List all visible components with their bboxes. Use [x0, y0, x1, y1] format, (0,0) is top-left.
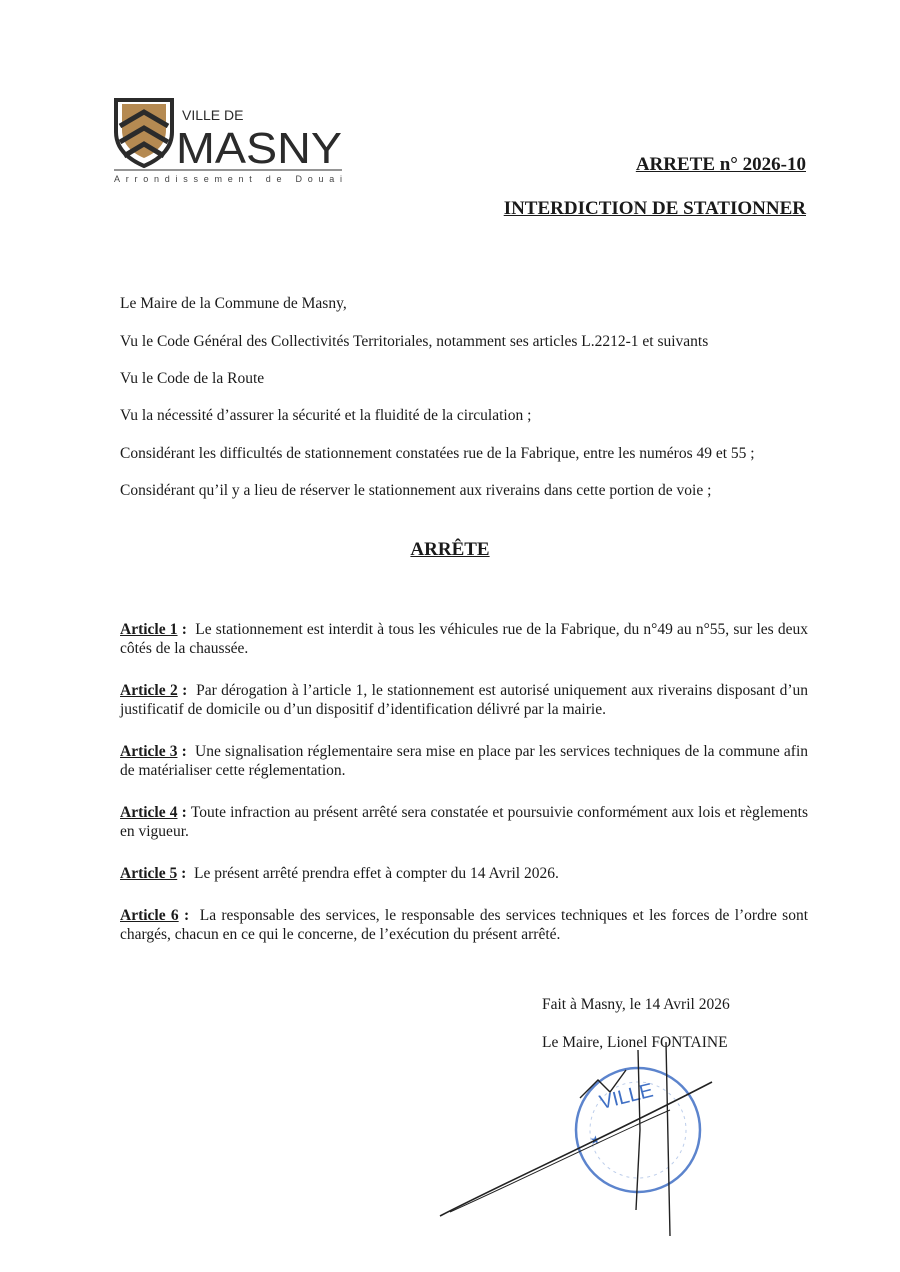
article-text: La responsable des services, le responsable des services techniques et les forces de l’ordre sont chargés, chacun en ce qui le concerne, de l’exécution du présent arrêté.	[120, 907, 809, 943]
article-label: Article 5	[120, 865, 178, 882]
preamble-line: Considérant qu’il y a lieu de réserver le stationnement aux riverains dans cette portion de voie ;	[120, 482, 712, 499]
preamble-line: Le Maire de la Commune de Masny,	[120, 295, 347, 312]
chevron-shield-icon	[114, 96, 346, 188]
article-label: Article 4	[120, 804, 178, 821]
article-text: Le présent arrêté prendra effet à compter du 14 Avril 2026.	[194, 865, 559, 882]
article-text: Une signalisation réglementaire sera mise en place par les services techniques de la commune afin de matérialiser cette réglementation.	[120, 743, 808, 779]
article-3: Article 3 : Une signalisation réglementaire sera mise en place par les services techniques de la commune afin de matérialiser cette réglementation.	[120, 743, 808, 779]
article-text: Le stationnement est interdit à tous les véhicules rue de la Fabrique, du n°49 au n°55, sur les deux côtés de la chaussée.	[120, 621, 809, 657]
decree-title: ARRÊTE	[410, 539, 490, 560]
place-date: Fait à Masny, le 14 Avril 2026	[542, 996, 730, 1013]
preamble-line: Vu le Code de la Route	[120, 370, 265, 387]
arrete-subject: INTERDICTION DE STATIONNER	[503, 198, 806, 219]
preamble-line: Vu le Code Général des Collectivités Territoriales, notamment ses articles L.2212-1 et suivants	[120, 333, 709, 350]
svg-text:★: ★	[590, 1133, 601, 1147]
official-stamp-icon	[430, 1040, 750, 1240]
article-label: Article 6	[120, 907, 179, 924]
article-1: Article 1 : Le stationnement est interdit à tous les véhicules rue de la Fabrique, du n°49 au n°55, sur les deux côtés de la chaussée.	[120, 621, 809, 657]
logo-tagline: Arrondissement de Douai	[114, 174, 343, 184]
article-5: Article 5 : Le présent arrêté prendra effet à compter du 14 Avril 2026.	[120, 865, 559, 882]
article-text: Toute infraction au présent arrêté sera constatée et poursuivie conformément aux lois et règlements en vigueur.	[120, 804, 808, 840]
logo-name: MASNY	[176, 124, 342, 173]
article-text: Par dérogation à l’article 1, le stationnement est autorisé uniquement aux riverains disposant d’un justificatif de domicile ou d’un dispositif d’identification délivré par la mairie.	[120, 682, 808, 718]
preamble-line: Vu la nécessité d’assurer la sécurité et la fluidité de la circulation ;	[120, 407, 532, 424]
town-logo	[114, 96, 346, 188]
stamp-and-signature	[430, 1040, 750, 1240]
article-label: Article 2	[120, 682, 178, 699]
preamble-line: Considérant les difficultés de stationnement constatées rue de la Fabrique, entre les numéros 49 et 55 ;	[120, 445, 755, 462]
article-label: Article 1	[120, 621, 178, 638]
signatory: Le Maire, Lionel FONTAINE	[542, 1034, 728, 1051]
article-6: Article 6 : La responsable des services, le responsable des services techniques et les forces de l’ordre sont chargés, chacun en ce qui le concerne, de l’exécution du présent arrêté.	[120, 907, 809, 943]
logo-ville-de: VILLE DE	[182, 107, 244, 123]
stamp-text: VILLE	[597, 1079, 656, 1115]
article-4: Article 4 : Toute infraction au présent arrêté sera constatée et poursuivie conformément aux lois et règlements en vigueur.	[120, 804, 808, 840]
arrete-number: ARRETE n° 2026-10	[635, 154, 806, 175]
article-2: Article 2 : Par dérogation à l’article 1, le stationnement est autorisé uniquement aux riverains disposant d’un justificatif de domicile ou d’un dispositif d’identification délivré par la mairie.	[120, 682, 808, 718]
article-label: Article 3	[120, 743, 178, 760]
